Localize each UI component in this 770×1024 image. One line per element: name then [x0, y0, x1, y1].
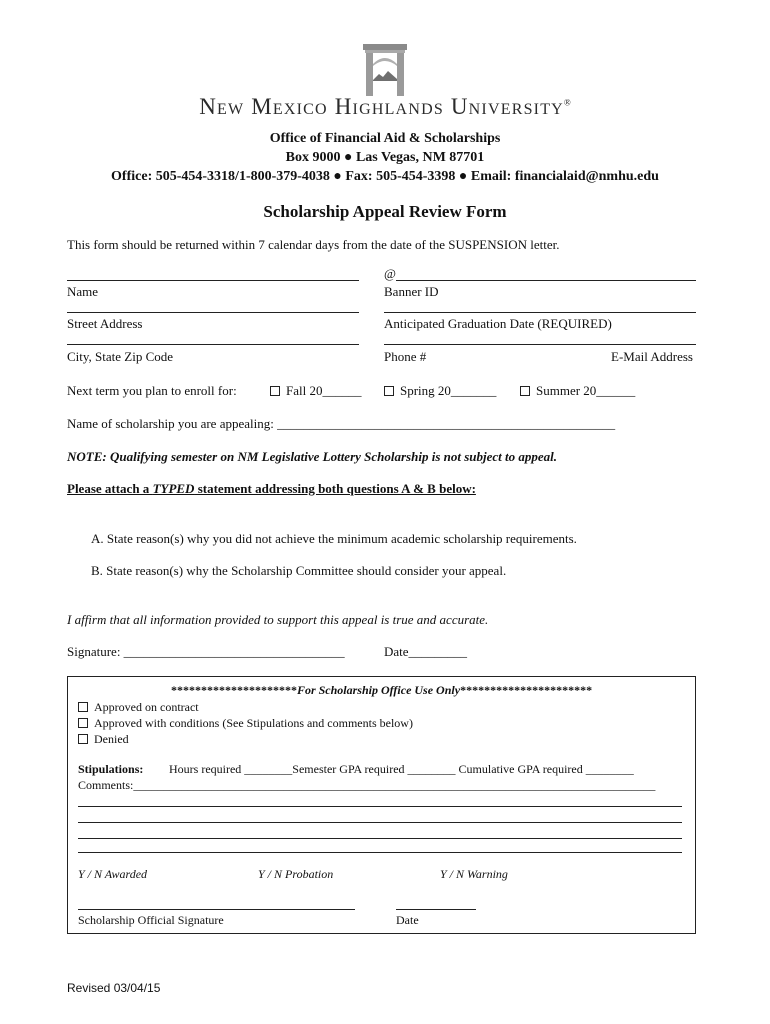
option-denied[interactable]: Denied [78, 732, 129, 747]
official-date-label: Date [396, 913, 419, 927]
stipulations-fields[interactable]: Hours required ________Semester GPA required ________ Cumulative GPA required ________ [169, 762, 634, 776]
city-label: City, State Zip Code [67, 349, 174, 364]
affirm-statement: I affirm that all information provided to support this appeal is true and accurate. [67, 612, 489, 627]
lottery-note: NOTE: Qualifying semester on NM Legislative Lottery Scholarship is not subject to appeal. [67, 449, 558, 464]
office-use-heading: *********************For Scholarship Office Use Only********************** [170, 683, 593, 697]
office-contact: Office: 505-454-3318/1-800-379-4038 ● Fax: 505-454-3398 ● Email: financialaid@nmhu.edu [111, 169, 659, 184]
awarded-choice[interactable]: Y / N Awarded [78, 867, 148, 881]
checkbox-icon[interactable] [78, 702, 88, 712]
stipulations-label: Stipulations: [78, 762, 144, 776]
term-fall-option[interactable]: Fall 20______ [270, 383, 361, 399]
attach-instruction: Please attach a TYPED statement addressing both questions A & B below: [67, 481, 476, 496]
term-summer-option[interactable]: Summer 20______ [520, 383, 635, 399]
city-line[interactable] [67, 344, 359, 345]
office-address: Box 9000 ● Las Vegas, NM 87701 [285, 150, 485, 165]
official-signature-line[interactable] [78, 909, 355, 910]
comment-line[interactable] [78, 838, 682, 839]
question-a: A. State reason(s) why you did not achieve the minimum academic scholarship requirements. [91, 531, 577, 546]
street-address-label: Street Address [67, 316, 143, 331]
probation-choice[interactable]: Y / N Probation [258, 867, 334, 881]
comment-line[interactable] [78, 822, 682, 823]
option-approved-conditions[interactable]: Approved with conditions (See Stipulations and comments below) [78, 716, 413, 731]
question-b: B. State reason(s) why the Scholarship Committee should consider your appeal. [91, 563, 507, 578]
term-label: Next term you plan to enroll for: [67, 383, 237, 398]
scholarship-name-field[interactable]: Name of scholarship you are appealing: ____________________________________________________ [67, 416, 616, 431]
comment-line[interactable] [78, 806, 682, 807]
comment-line[interactable] [78, 852, 682, 853]
official-date-line[interactable] [396, 909, 476, 910]
option-approved-contract[interactable]: Approved on contract [78, 700, 199, 715]
official-signature-label: Scholarship Official Signature [78, 913, 224, 927]
office-name: Office of Financial Aid & Scholarships [269, 131, 501, 146]
checkbox-icon[interactable] [270, 386, 280, 396]
name-line[interactable] [67, 280, 359, 281]
warning-choice[interactable]: Y / N Warning [440, 867, 508, 881]
signature-field[interactable]: Signature: __________________________________ [67, 644, 345, 659]
checkbox-icon[interactable] [384, 386, 394, 396]
banner-at-prefix: @ [384, 266, 396, 281]
grad-date-label: Anticipated Graduation Date (REQUIRED) [384, 316, 612, 331]
term-spring-option[interactable]: Spring 20_______ [384, 383, 496, 399]
phone-label: Phone # [384, 349, 427, 364]
email-label: E-Mail Address [611, 349, 693, 364]
form-instruction: This form should be returned within 7 calendar days from the date of the SUSPENSION letter. [67, 237, 560, 252]
street-address-line[interactable] [67, 312, 359, 313]
grad-date-line[interactable] [384, 312, 696, 313]
checkbox-icon[interactable] [520, 386, 530, 396]
comments-field[interactable]: Comments:_______________________________________________________________________________________ [78, 778, 656, 792]
revised-date: Revised 03/04/15 [67, 981, 161, 995]
university-name: New Mexico Highlands University® [199, 94, 571, 119]
form-title: Scholarship Appeal Review Form [263, 202, 507, 221]
university-logo-arch-icon [362, 44, 408, 96]
date-field[interactable]: Date_________ [384, 644, 468, 659]
banner-id-label: Banner ID [384, 284, 439, 299]
banner-id-line[interactable] [396, 280, 696, 281]
name-label: Name [67, 284, 99, 299]
checkbox-icon[interactable] [78, 718, 88, 728]
phone-email-line[interactable] [384, 344, 696, 345]
checkbox-icon[interactable] [78, 734, 88, 744]
